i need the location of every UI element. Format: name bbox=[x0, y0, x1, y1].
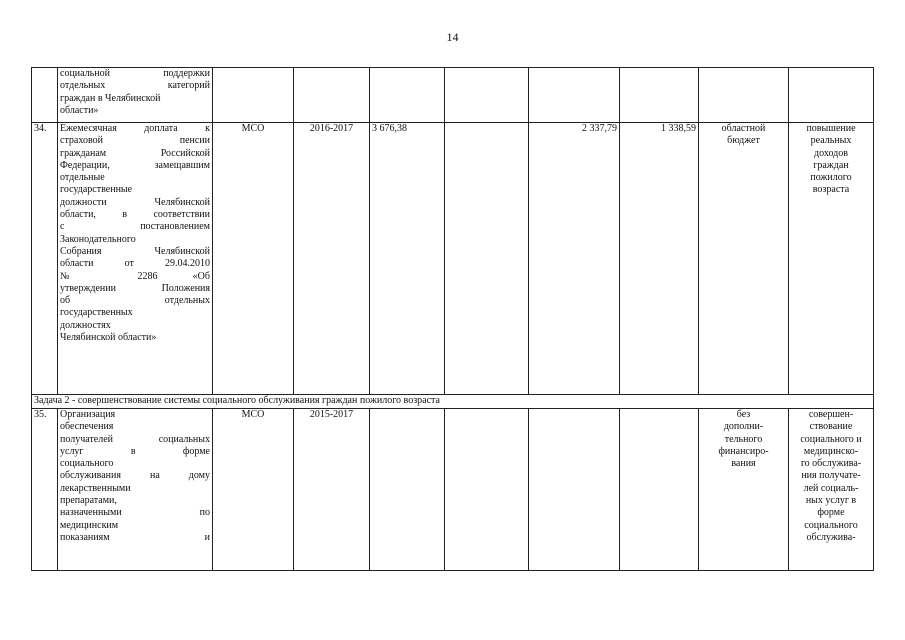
result-line: ствование bbox=[809, 421, 853, 433]
cell-col5 bbox=[445, 123, 529, 395]
description-line: области от 29.04.2010 bbox=[60, 258, 210, 270]
table-row-continuation bbox=[32, 68, 874, 123]
description-line: государственных bbox=[60, 307, 133, 319]
description-line: медицинским bbox=[60, 519, 119, 531]
result-line: пожилого bbox=[810, 172, 852, 184]
source-line: вания bbox=[731, 458, 756, 470]
cell-executor bbox=[213, 68, 294, 123]
description-line: гражданам Российской bbox=[60, 147, 210, 159]
description-line: утверждении Положения bbox=[60, 282, 210, 294]
description-line: с постановлением bbox=[60, 221, 210, 233]
cell-executor: МСО bbox=[213, 123, 294, 395]
description-line: области, в соответствии bbox=[60, 209, 210, 221]
description-line: об отдельных bbox=[60, 295, 210, 307]
result-line: обслужива- bbox=[806, 531, 856, 543]
table-row-35 bbox=[32, 409, 874, 571]
result-line: лей социаль- bbox=[803, 482, 859, 494]
result-line: реальных bbox=[810, 135, 852, 147]
description-line: отдельных категорий bbox=[60, 80, 210, 92]
cell-2017: 1 338,59 bbox=[620, 123, 699, 395]
description-line: препаратами, bbox=[60, 495, 117, 507]
description-line: обслуживания на дому bbox=[60, 470, 210, 482]
result-line: доходов bbox=[814, 147, 848, 159]
source-line: областной bbox=[721, 123, 766, 134]
description-line: Законодательного bbox=[60, 233, 136, 245]
source-line: бюджет bbox=[727, 135, 760, 147]
cell-number: 34. bbox=[32, 123, 58, 395]
description-line: лекарственными bbox=[60, 482, 131, 494]
cell-result bbox=[789, 123, 874, 395]
cell-result bbox=[789, 68, 874, 123]
description-line: обеспечения bbox=[60, 421, 114, 433]
description-line: граждан в Челябинской bbox=[60, 92, 161, 104]
result-line: социального bbox=[804, 519, 858, 531]
description-line: социальной поддержки bbox=[60, 68, 210, 79]
cell-total bbox=[370, 68, 445, 123]
cell-source bbox=[699, 68, 789, 123]
cell-2016 bbox=[529, 68, 620, 123]
description-line: показаниям и bbox=[60, 531, 210, 543]
cell-2016 bbox=[529, 409, 620, 571]
result-line: граждан bbox=[813, 159, 849, 171]
table-row-task-2 bbox=[32, 395, 874, 409]
cell-number: 35. bbox=[32, 409, 58, 571]
result-line: социального и bbox=[800, 433, 862, 445]
cell-source bbox=[699, 123, 789, 395]
cell-number bbox=[32, 68, 58, 123]
cell-executor: МСО bbox=[213, 409, 294, 571]
cell-total bbox=[370, 409, 445, 571]
cell-total: 3 676,38 bbox=[370, 123, 445, 395]
description-line: Организация bbox=[60, 409, 116, 420]
source-line: без bbox=[736, 409, 751, 420]
source-line: дополни- bbox=[723, 421, 764, 433]
page-number: 14 bbox=[446, 30, 459, 44]
description-line: должностях bbox=[60, 319, 111, 331]
cell-col5 bbox=[445, 68, 529, 123]
description-line: области» bbox=[60, 104, 99, 116]
description-line: Ежемесячная доплата к bbox=[60, 123, 210, 134]
cell-result bbox=[789, 409, 874, 571]
result-line: совершен- bbox=[808, 409, 854, 420]
description-line: должности Челябинской bbox=[60, 196, 210, 208]
result-line: медицинско- bbox=[803, 445, 859, 457]
description-line: услуг в форме bbox=[60, 445, 210, 457]
task-heading: Задача 2 - совершенствование системы социального обслуживания граждан пожилого возраста bbox=[32, 395, 874, 409]
result-line: повышение bbox=[806, 123, 856, 134]
cell-description bbox=[58, 68, 213, 123]
description-line: страховой пенсии bbox=[60, 135, 210, 147]
source-line: финансиро- bbox=[718, 445, 769, 457]
cell-period: 2015-2017 bbox=[294, 409, 370, 571]
result-line: возраста bbox=[812, 184, 850, 196]
cell-2017 bbox=[620, 409, 699, 571]
table-row-34 bbox=[32, 123, 874, 395]
cell-source bbox=[699, 409, 789, 571]
description-line: получателей социальных bbox=[60, 433, 210, 445]
cell-period: 2016-2017 bbox=[294, 123, 370, 395]
description-line: Собрания Челябинской bbox=[60, 245, 210, 257]
cell-description bbox=[58, 409, 213, 571]
description-line: социального bbox=[60, 458, 114, 470]
source-line: тельного bbox=[724, 433, 763, 445]
description-line: № 2286 «Об bbox=[60, 270, 210, 282]
result-line: ния получате- bbox=[801, 470, 861, 482]
program-table bbox=[31, 67, 874, 571]
description-line: государственные bbox=[60, 184, 133, 196]
description-line: Челябинской области» bbox=[60, 332, 157, 344]
cell-period bbox=[294, 68, 370, 123]
result-line: форме bbox=[817, 507, 845, 519]
description-line: назначенными по bbox=[60, 507, 210, 519]
cell-description bbox=[58, 123, 213, 395]
cell-col5 bbox=[445, 409, 529, 571]
result-line: го обслужива- bbox=[800, 458, 862, 470]
cell-2016: 2 337,79 bbox=[529, 123, 620, 395]
cell-2017 bbox=[620, 68, 699, 123]
result-line: ных услуг в bbox=[805, 495, 857, 507]
description-line: отдельные bbox=[60, 172, 105, 184]
description-line: Федерации, замещавшим bbox=[60, 159, 210, 171]
